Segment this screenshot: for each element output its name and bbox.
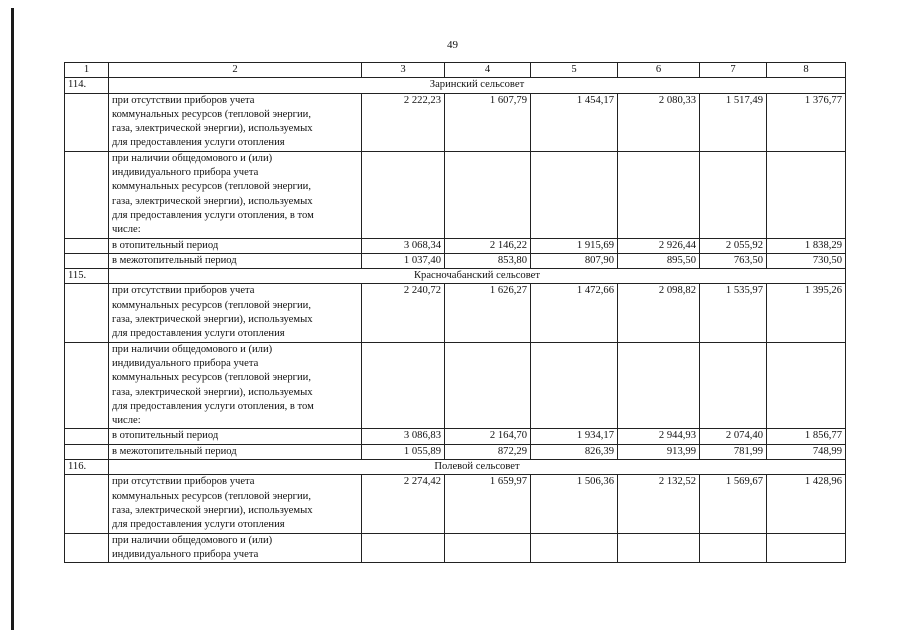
row-label [109, 342, 362, 429]
row-label-line: для предоставления услуги отопления [112, 519, 285, 531]
value-cell: 1 838,29 [767, 238, 846, 253]
row-label-line: коммунальных ресурсов (тепловой энергии, [112, 372, 311, 384]
section-title: Заринский сельсовет [109, 78, 846, 93]
section-index: 114. [65, 78, 109, 93]
value-cell: 781,99 [700, 444, 767, 459]
table-row [65, 238, 846, 253]
value-cell: 1 428,96 [767, 475, 846, 533]
value-cell: 1 376,77 [767, 93, 846, 151]
value-cell [445, 151, 531, 238]
value-cell [767, 342, 846, 429]
value-cell [618, 342, 700, 429]
row-label-line: в отопительный период [112, 430, 219, 442]
value-cell: 853,80 [445, 253, 531, 268]
table-row [65, 475, 846, 533]
value-cell: 1 454,17 [531, 93, 618, 151]
value-cell: 2 146,22 [445, 238, 531, 253]
value-cell: 807,90 [531, 253, 618, 268]
section-title: Полевой сельсовет [109, 460, 846, 475]
value-cell [531, 533, 618, 563]
value-cell: 3 068,34 [362, 238, 445, 253]
index-cell [65, 93, 109, 151]
value-cell: 730,50 [767, 253, 846, 268]
value-cell: 1 472,66 [531, 284, 618, 342]
value-cell: 1 607,79 [445, 93, 531, 151]
section-row [65, 78, 846, 93]
value-cell [767, 151, 846, 238]
row-label-line: коммунальных ресурсов (тепловой энергии, [112, 299, 311, 311]
value-cell: 3 086,83 [362, 429, 445, 444]
header-cell: 4 [445, 63, 531, 78]
value-cell [700, 342, 767, 429]
value-cell: 1 569,67 [700, 475, 767, 533]
value-cell: 1 517,49 [700, 93, 767, 151]
row-label [109, 238, 362, 253]
value-cell: 913,99 [618, 444, 700, 459]
value-cell: 872,29 [445, 444, 531, 459]
value-cell: 2 926,44 [618, 238, 700, 253]
index-cell [65, 444, 109, 459]
value-cell: 1 506,36 [531, 475, 618, 533]
header-cell: 8 [767, 63, 846, 78]
value-cell [362, 533, 445, 563]
header-cell: 6 [618, 63, 700, 78]
table-row [65, 93, 846, 151]
row-label-line: коммунальных ресурсов (тепловой энергии, [112, 181, 311, 193]
row-label-line: индивидуального прибора учета [112, 548, 259, 560]
table-row [65, 253, 846, 268]
value-cell: 2 164,70 [445, 429, 531, 444]
row-label [109, 475, 362, 533]
value-cell [700, 533, 767, 563]
value-cell [362, 151, 445, 238]
row-label-line: числе: [112, 415, 141, 427]
row-label [109, 253, 362, 268]
row-label-line: для предоставления услуги отопления, в том [112, 209, 314, 221]
row-label-line: газа, электрической энергии), используемых [112, 504, 313, 516]
index-cell [65, 151, 109, 238]
row-label [109, 533, 362, 563]
row-label [109, 151, 362, 238]
row-label [109, 444, 362, 459]
page-number: 49 [447, 39, 458, 51]
value-cell: 2 222,23 [362, 93, 445, 151]
value-cell: 2 240,72 [362, 284, 445, 342]
row-label-line: газа, электрической энергии), используемых [112, 314, 313, 326]
value-cell: 1 856,77 [767, 429, 846, 444]
value-cell: 1 626,27 [445, 284, 531, 342]
row-label-line: для предоставления услуги отопления [112, 328, 285, 340]
row-label-line: в межотопительный период [112, 445, 237, 457]
table-row [65, 284, 846, 342]
header-cell: 5 [531, 63, 618, 78]
section-title: Красночабанский сельсовет [109, 269, 846, 284]
index-cell [65, 475, 109, 533]
value-cell: 2 274,42 [362, 475, 445, 533]
value-cell [445, 533, 531, 563]
row-label [109, 429, 362, 444]
row-label-line: индивидуального прибора учета [112, 167, 259, 179]
row-label-line: газа, электрической энергии), используемых [112, 123, 313, 135]
value-cell [618, 533, 700, 563]
value-cell: 2 944,93 [618, 429, 700, 444]
row-label-line: газа, электрической энергии), используемых [112, 386, 313, 398]
value-cell [700, 151, 767, 238]
row-label-line: коммунальных ресурсов (тепловой энергии, [112, 108, 311, 120]
value-cell: 895,50 [618, 253, 700, 268]
value-cell: 1 395,26 [767, 284, 846, 342]
section-row [65, 460, 846, 475]
header-cell: 2 [109, 63, 362, 78]
index-cell [65, 253, 109, 268]
index-cell [65, 533, 109, 563]
row-label-line: при отсутствии приборов учета [112, 285, 255, 297]
header-cell: 1 [65, 63, 109, 78]
scan-edge-line [11, 8, 14, 630]
row-label-line: при отсутствии приборов учета [112, 476, 255, 488]
row-label-line: при отсутствии приборов учета [112, 94, 255, 106]
section-row [65, 269, 846, 284]
value-cell [767, 533, 846, 563]
value-cell: 1 934,17 [531, 429, 618, 444]
value-cell: 2 055,92 [700, 238, 767, 253]
row-label-line: для предоставления услуги отопления, в том [112, 400, 314, 412]
index-cell [65, 284, 109, 342]
header-cell: 7 [700, 63, 767, 78]
row-label-line: в отопительный период [112, 239, 219, 251]
section-index: 116. [65, 460, 109, 475]
row-label [109, 93, 362, 151]
value-cell: 2 080,33 [618, 93, 700, 151]
value-cell: 826,39 [531, 444, 618, 459]
value-cell: 2 098,82 [618, 284, 700, 342]
row-label-line: коммунальных ресурсов (тепловой энергии, [112, 490, 311, 502]
value-cell: 2 074,40 [700, 429, 767, 444]
row-label-line: при наличии общедомового и (или) [112, 152, 273, 164]
index-cell [65, 342, 109, 429]
row-label-line: при наличии общедомового и (или) [112, 343, 273, 355]
row-label-line: при наличии общедомового и (или) [112, 534, 273, 546]
header-row [65, 63, 846, 78]
index-cell [65, 429, 109, 444]
value-cell: 763,50 [700, 253, 767, 268]
value-cell [445, 342, 531, 429]
value-cell: 2 132,52 [618, 475, 700, 533]
index-cell [65, 238, 109, 253]
value-cell: 1 915,69 [531, 238, 618, 253]
header-cell: 3 [362, 63, 445, 78]
tariff-table [64, 62, 846, 563]
table-row [65, 444, 846, 459]
row-label-line: числе: [112, 224, 141, 236]
value-cell [618, 151, 700, 238]
value-cell [531, 342, 618, 429]
row-label-line: для предоставления услуги отопления [112, 137, 285, 149]
value-cell: 1 055,89 [362, 444, 445, 459]
row-label [109, 284, 362, 342]
row-label-line: газа, электрической энергии), используемых [112, 195, 313, 207]
row-label-line: в межотопительный период [112, 254, 237, 266]
table-row [65, 151, 846, 238]
value-cell: 748,99 [767, 444, 846, 459]
table-row [65, 342, 846, 429]
value-cell [362, 342, 445, 429]
section-index: 115. [65, 269, 109, 284]
value-cell [531, 151, 618, 238]
value-cell: 1 535,97 [700, 284, 767, 342]
value-cell: 1 037,40 [362, 253, 445, 268]
value-cell: 1 659,97 [445, 475, 531, 533]
row-label-line: индивидуального прибора учета [112, 357, 259, 369]
table-row [65, 533, 846, 563]
table-row [65, 429, 846, 444]
